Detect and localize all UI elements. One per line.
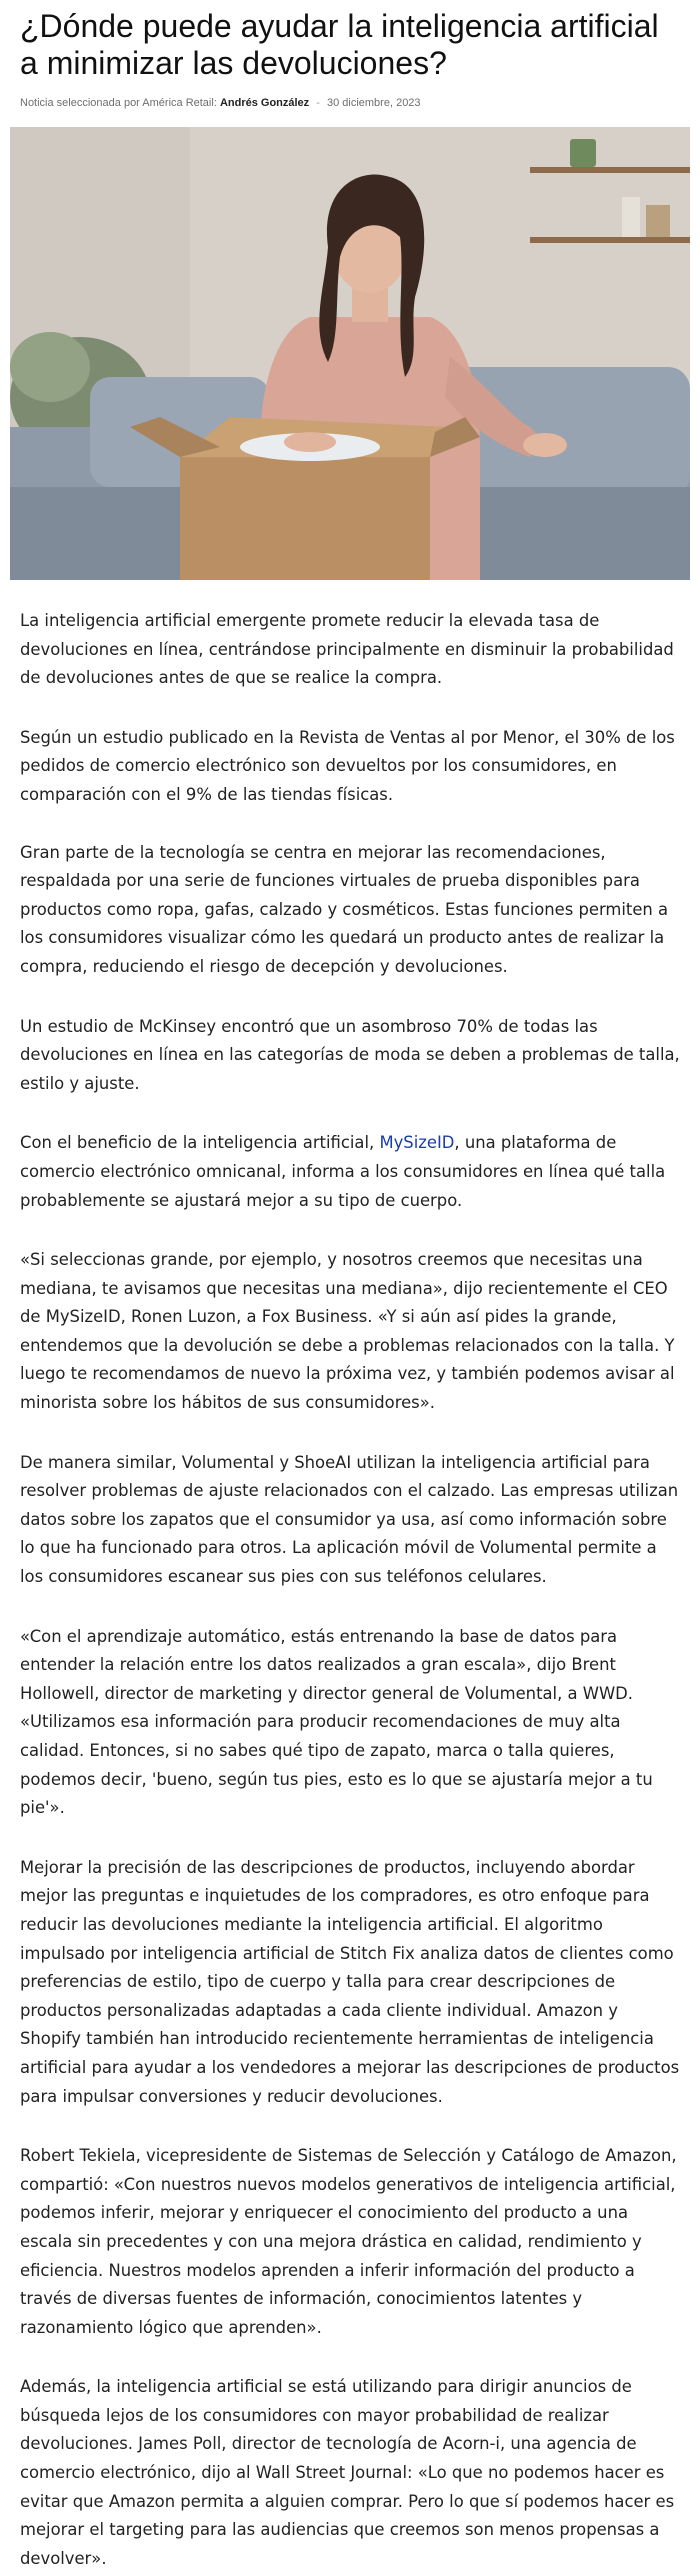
hero-illustration xyxy=(10,127,690,580)
paragraph: Según un estudio publicado en la Revista de Ventas al por Menor, el 30% de los pedidos de comercio electrónico son devueltos por los consumidores, en comparación con el 9% de las tiendas físicas. xyxy=(20,727,675,804)
hero-photo xyxy=(10,127,690,580)
paragraph: Robert Tekiela, vicepresidente de Sistemas de Selección y Catálogo de Amazon, compartió: «Con nuestros nuevos modelos generativos de inteligencia artificial, podemos inferir, mejorar y enriquecer el conocimiento del producto a una escala sin precedentes y con una mejora drástica en calidad, rendimiento y eficiencia. Nuestros modelos aprenden a inferir información del producto a través de diversas fuentes de información, conocimientos latentes y razonamiento lógico que aprenden». xyxy=(20,2146,677,2337)
paragraph-text: , una plataforma de comercio electrónico omnicanal, informa a los consumidores en línea qué talla probablemente se ajustará mejor a su tipo de cuerpo. xyxy=(20,1133,666,1210)
article-title: ¿Dónde puede ayudar la inteligencia artificial a minimizar las devoluciones? xyxy=(20,8,659,81)
paragraph: Un estudio de McKinsey encontró que un asombroso 70% de todas las devoluciones en línea en las categorías de moda se deben a problemas de talla, estilo y ajuste. xyxy=(20,1016,680,1093)
paragraph-with-link xyxy=(20,1129,680,1215)
meta-separator: - xyxy=(316,97,320,109)
article-body xyxy=(20,607,680,2573)
mysizeid-link[interactable]: MySizeID xyxy=(379,1133,455,1153)
paragraph: «Con el aprendizaje automático, estás entrenando la base de datos para entender la relación entre los datos realizados a gran escala», dijo Brent Hollowell, director de marketing y director general de Volumental, a WWD. «Utilizamos esa información para producir recomendaciones de muy alta calidad. Entonces, si no sabes qué tipo de zapato, marca o talla quieres, podemos decir, 'bueno, según tus pies, esto es lo que se ajustaría mejor a tu pie'». xyxy=(20,1626,653,1818)
paragraph: Además, la inteligencia artificial se está utilizando para dirigir anuncios de búsqueda lejos de los consumidores con mayor probabilidad de realizar devoluciones. James Poll, director de tecnología de Acorn-i, una agencia de comercio electrónico, dijo al Wall Street Journal: «Lo que no podemos hacer es evitar que Amazon permita a alguien comprar. Pero lo que sí podemos hacer es mejorar el targeting para las audiencias que creemos son menos propensas a devolver». xyxy=(20,2377,675,2568)
paragraph: «Si seleccionas grande, por ejemplo, y nosotros creemos que necesitas una mediana, te avisamos que necesitas una mediana», dijo recientemente el CEO de MySizeID, Ronen Luzon, a Fox Business. «Y si aún así pides la grande, entendemos que la devolución se debe a problemas relacionados con la talla. Y luego te recomendamos de nuevo la próxima vez, y también podemos avisar al minorista sobre los hábitos de sus consumidores». xyxy=(20,1250,675,1413)
paragraph: Gran parte de la tecnología se centra en mejorar las recomendaciones, respaldada por una serie de funciones virtuales de prueba disponibles para productos como ropa, gafas, calzado y cosméticos. Estas funciones permiten a los consumidores visualizar cómo les quedará un producto antes de realizar la compra, reduciendo el riesgo de decepción y devoluciones. xyxy=(20,842,669,976)
paragraph-text: Con el beneficio de la inteligencia artificial, xyxy=(20,1133,380,1153)
paragraph: Mejorar la precisión de las descripciones de productos, incluyendo abordar mejor las preguntas e inquietudes de los compradores, es otro enfoque para reducir las devoluciones mediante la inteligencia artificial. El algoritmo impulsado por inteligencia artificial de Stitch Fix analiza datos de clientes como preferencias de estilo, tipo de cuerpo y talla para crear descripciones de productos personalizadas adaptadas a cada cliente individual. Amazon y Shopify también han introducido recientemente herramientas de inteligencia artificial para ayudar a los vendedores a mejorar las descripciones de productos para impulsar conversiones y reducir devoluciones. xyxy=(20,1857,680,2106)
article-meta xyxy=(20,96,680,110)
paragraph: La inteligencia artificial emergente promete reducir la elevada tasa de devoluciones en línea, centrándose principalmente en disminuir la probabilidad de devoluciones antes de que se realice la compra. xyxy=(20,611,674,688)
meta-date: 30 diciembre, 2023 xyxy=(326,97,421,109)
paragraph: De manera similar, Volumental y ShoeAI utilizan la inteligencia artificial para resolver problemas de ajuste relacionados con el calzado. Las empresas utilizan datos sobre los zapatos que el consumidor ya usa, así como información sobre lo que ha funcionado para otros. La aplicación móvil de Volumental permite a los consumidores escanear sus pies con sus teléfonos celulares. xyxy=(20,1452,679,1587)
meta-author[interactable]: Andrés González xyxy=(219,97,310,109)
meta-prefix: Noticia seleccionada por América Retail: xyxy=(20,97,217,109)
